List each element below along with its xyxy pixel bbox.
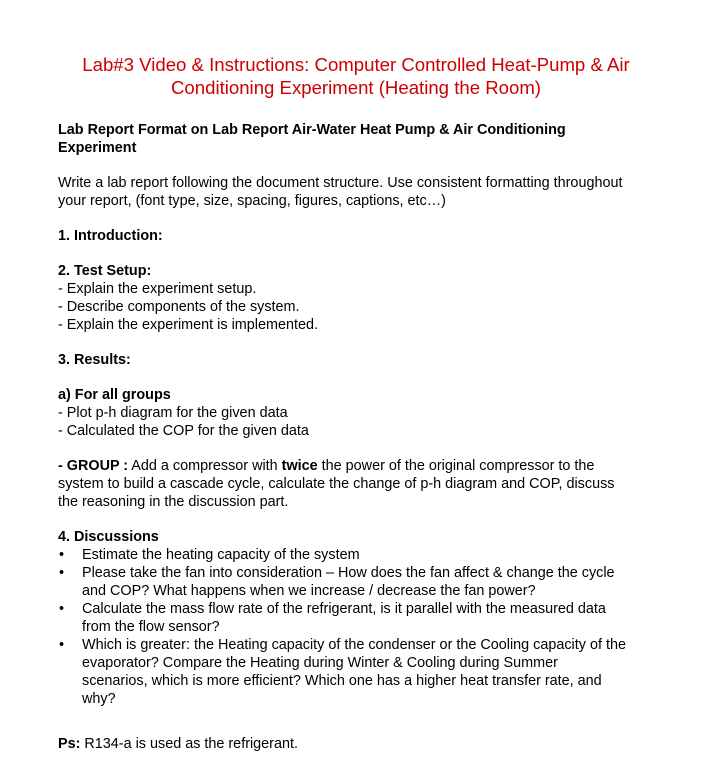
list-item	[58, 564, 678, 600]
intro-line-1: Write a lab report following the document structure. Use consistent formatting throughout	[58, 175, 623, 191]
discussion-text: Please take the fan into consideration – How does the fan affect & change the cycle	[82, 565, 615, 581]
bullet: •	[59, 565, 65, 581]
section-test-setup-heading: 2. Test Setup:	[58, 263, 152, 279]
discussion-list	[58, 546, 678, 708]
list-item	[58, 636, 678, 708]
document-title	[0, 53, 712, 99]
list-item	[58, 546, 678, 564]
test-setup-item: - Explain the experiment setup.	[58, 281, 257, 297]
discussion-text: evaporator? Compare the Heating during Winter & Cooling during Summer	[82, 655, 558, 671]
ps-note	[58, 735, 298, 753]
group-text-1: Add a compressor with	[128, 458, 282, 474]
group-emphasis: twice	[281, 458, 318, 474]
ps-text: R134-a is used as the refrigerant.	[80, 736, 298, 752]
test-setup-item: - Explain the experiment is implemented.	[58, 317, 318, 333]
document-body	[58, 121, 678, 708]
section-introduction-heading: 1. Introduction:	[58, 228, 163, 244]
discussion-text: why?	[82, 691, 116, 707]
discussion-text: Which is greater: the Heating capacity of the condenser or the Cooling capacity of the	[82, 637, 626, 653]
bullet: •	[59, 601, 65, 617]
discussion-text: from the flow sensor?	[82, 619, 220, 635]
group-line-3: the reasoning in the discussion part.	[58, 494, 289, 510]
format-heading-line-2: Experiment	[58, 140, 137, 156]
intro-line-2: your report, (font type, size, spacing, figures, captions, etc…)	[58, 193, 446, 209]
group-paragraph	[58, 457, 678, 511]
group-line-2: system to build a cascade cycle, calculate the change of p-h diagram and COP, discuss	[58, 476, 615, 492]
title-line-2: Conditioning Experiment (Heating the Room)	[171, 77, 541, 98]
bullet: •	[59, 547, 65, 563]
bullet: •	[59, 637, 65, 653]
discussion-text: Calculate the mass flow rate of the refrigerant, is it parallel with the measured data	[82, 601, 606, 617]
intro-paragraph	[58, 174, 678, 210]
discussion-text: scenarios, which is more efficient? Which one has a higher heat transfer rate, and	[82, 673, 602, 689]
list-item	[58, 600, 678, 636]
format-heading-line-1: Lab Report Format on Lab Report Air-Water Heat Pump & Air Conditioning	[58, 122, 566, 138]
section-discussions-heading: 4. Discussions	[58, 529, 159, 545]
format-heading	[58, 121, 678, 157]
title-line-1: Lab#3 Video & Instructions: Computer Controlled Heat-Pump & Air	[82, 54, 630, 75]
results-sub-a-heading: a) For all groups	[58, 387, 171, 403]
discussion-text: and COP? What happens when we increase / decrease the fan power?	[82, 583, 536, 599]
section-results-heading: 3. Results:	[58, 352, 131, 368]
discussion-text: Estimate the heating capacity of the system	[82, 547, 360, 563]
group-text-2: the power of the original compressor to the	[317, 458, 595, 474]
results-item: - Calculated the COP for the given data	[58, 423, 309, 439]
ps-label: Ps:	[58, 736, 81, 752]
test-setup-item: - Describe components of the system.	[58, 299, 300, 315]
group-label: - GROUP :	[58, 458, 129, 474]
results-item: - Plot p-h diagram for the given data	[58, 405, 288, 421]
